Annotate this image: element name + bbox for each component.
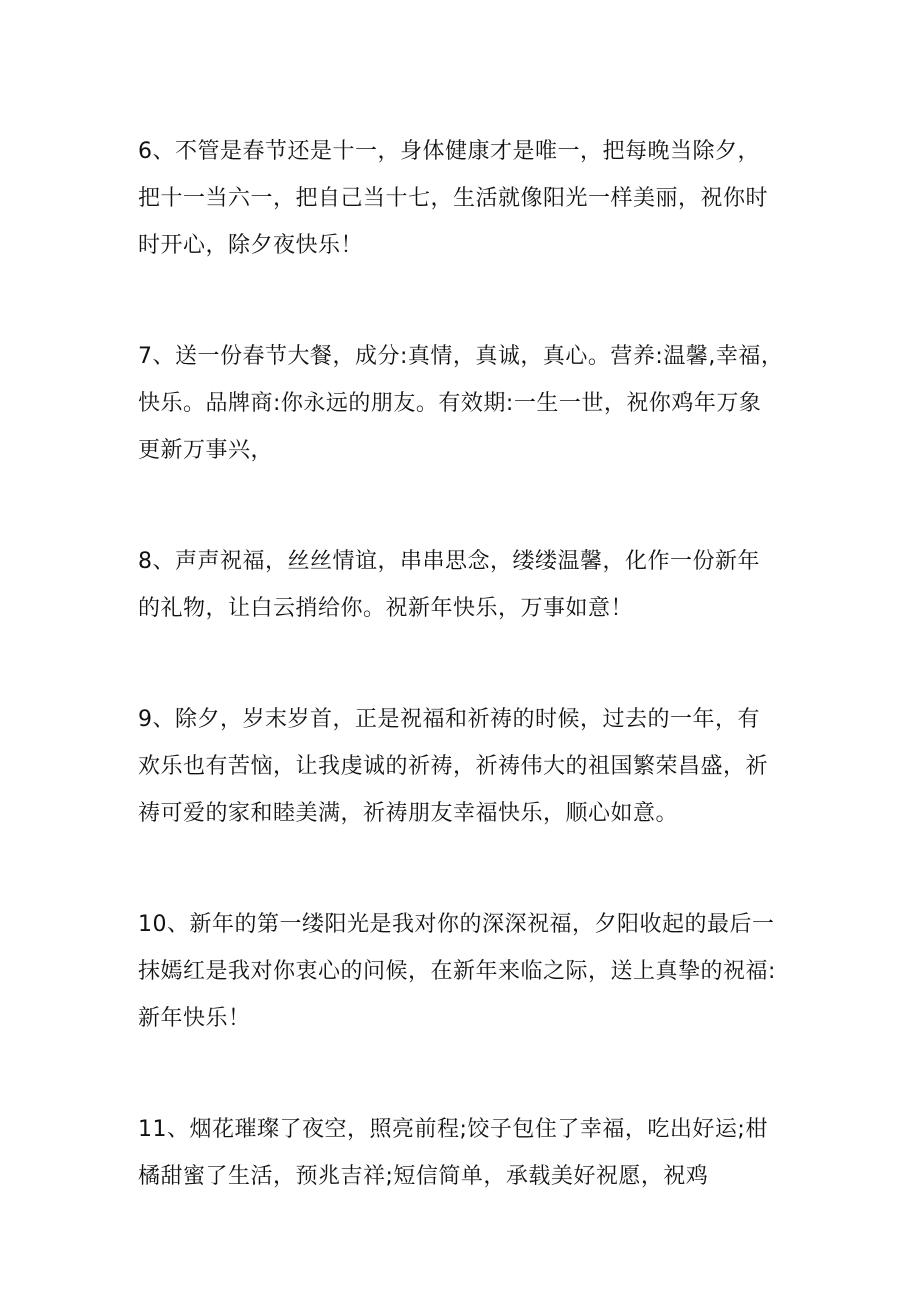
text-line: 抹嫣红是我对你衷心的问候，在新年来临之际，送上真挚的祝福: <box>138 959 776 984</box>
text-line: 的礼物，让白云捎给你。祝新年快乐，万事如意！ <box>138 596 634 621</box>
text-line: 祷可爱的家和睦美满，祈祷朋友幸福快乐，顺心如意。 <box>138 801 679 826</box>
text-line: 7、送一份春节大餐，成分:真情，真诚，真心。营养:温馨,幸福， <box>138 344 784 369</box>
paragraph-7 <box>138 333 788 474</box>
paragraph-11 <box>138 1106 788 1200</box>
text-line: 9、除夕，岁末岁首，正是祝福和祈祷的时候，过去的一年，有 <box>138 707 760 732</box>
text-line: 11、烟花璀璨了夜空，照亮前程;饺子包住了幸福，吃出好运;柑 <box>138 1117 768 1142</box>
paragraph-8 <box>138 538 788 632</box>
paragraph-6 <box>138 128 788 269</box>
text-line: 更新万事兴， <box>138 438 274 463</box>
text-line: 欢乐也有苦恼，让我虔诚的祈祷，祈祷伟大的祖国繁荣昌盛，祈 <box>138 754 769 779</box>
text-line: 时开心，除夕夜快乐！ <box>138 233 364 258</box>
text-line: 快乐。品牌商:你永远的朋友。有效期:一生一世，祝你鸡年万象 <box>138 391 762 416</box>
text-line: 6、不管是春节还是十一，身体健康才是唯一，把每晚当除夕， <box>138 139 760 164</box>
text-line: 新年快乐！ <box>138 1006 251 1031</box>
paragraph-9 <box>138 696 788 837</box>
text-line: 橘甜蜜了生活，预兆吉祥;短信简单，承载美好祝愿，祝鸡 <box>138 1164 709 1189</box>
text-line: 10、新年的第一缕阳光是我对你的深深祝福，夕阳收起的最后一 <box>138 912 775 937</box>
text-line: 把十一当六一，把自己当十七，生活就像阳光一样美丽，祝你时 <box>138 186 769 211</box>
paragraph-10 <box>138 901 788 1042</box>
document-body <box>138 128 788 1200</box>
text-line: 8、声声祝福，丝丝情谊，串串思念，缕缕温馨，化作一份新年 <box>138 549 760 574</box>
